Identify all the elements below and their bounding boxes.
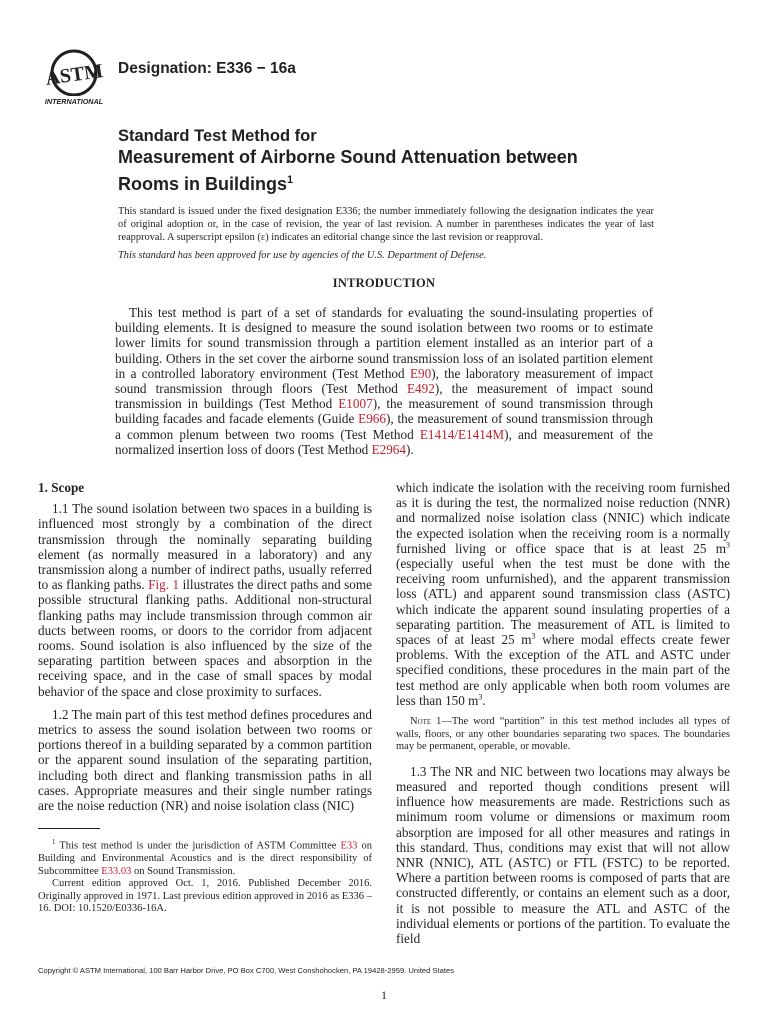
section-1-1-text: 1.1 The sound isolation between two spaces in a building is influenced most strongly by a combination of the direct transmission through the nominally separating building element (as normally measured in a laboratory) and any transmission along a number of indirect paths, usually referred to as flanking paths. (38, 501, 372, 593)
copyright-line: Copyright © ASTM International, 100 Barr Harbor Drive, PO Box C700, West Conshohocken, PA 19428-2959. United States (38, 966, 455, 975)
section-1-1-text: illustrates the direct paths and some possible structural flanking paths. Additional non-structural flanking paths may include transmission through common air ducts between rooms, or doors to the corridor from adjacent rooms. Sound isolation is also influenced by the size of the separating partition between spaces and absorption in the receiving space, and in the case of small spaces by modal behavior of the space and close proximity to surfaces. (38, 577, 373, 699)
link-fig-1[interactable]: Fig. 1 (148, 577, 180, 593)
footnote-text: on Sound Transmission. (131, 865, 236, 877)
continued-text: where modal effects create fewer problems. With the exception of the ATL and ASTC under specified conditions, these procedures in the main part of the test method are only applicable when both room volumes are less than 150 m (396, 632, 730, 708)
intro-text: ), the measurement of sound transmission through a common plenum between two rooms (Test Method (115, 411, 653, 442)
intro-text: This test method is part of a set of standards for evaluating the sound-insulating properties of building elements. It is designed to measure the sound isolation between two rooms or to estimate lower limits for sound transmission through a partition element installed as an interior part of a building. Others in the set cover the airborne sound transmission loss of an isolated partition element in a controlled laboratory environment (Test Method (115, 305, 653, 381)
link-e33[interactable]: E33 (340, 840, 358, 852)
link-e1007[interactable]: E1007 (338, 396, 373, 412)
intro-text: ), and measurement of the normalized insertion loss of doors (Test Method (115, 426, 653, 457)
introduction-body (115, 305, 653, 457)
footnote-1 (38, 836, 372, 878)
title-line-3-text: Rooms in Buildings (118, 174, 287, 194)
intro-text: ), the measurement of sound transmission through building facades and facade elements (Guide (115, 396, 653, 427)
title-footnote-ref[interactable]: 1 (287, 174, 294, 186)
link-e33-03[interactable]: E33.03 (101, 865, 132, 877)
introduction-heading: INTRODUCTION (332, 276, 436, 290)
note-1 (396, 716, 730, 754)
intro-text: ), the measurement of impact sound transmission in buildings (Test Method (115, 381, 654, 412)
continued-text: . (482, 692, 486, 708)
svg-text:ASTM: ASTM (44, 60, 105, 90)
footnote-divider (38, 828, 100, 829)
logo-subtext: INTERNATIONAL (44, 97, 104, 106)
section-1-2-continued (396, 480, 730, 708)
scope-heading: 1. Scope (38, 480, 85, 495)
footnote-marker: 1 (52, 838, 56, 846)
link-e492[interactable]: E492 (407, 381, 435, 397)
continued-text: which indicate the isolation with the receiving room furnished as it is during the test, the normalized noise reduction (NNR) and normalized noise isolation class (NNIC) which indicate the expected isolation when the receiving room is a normally furnished living or office space that is at least 25 m (396, 480, 730, 556)
section-1-2: 1.2 The main part of this test method defines procedures and metrics to assess the sound isolation between two rooms or portions thereof in a building separated by a common partition or the apparent sound insulation of the separating partition, including both direct and flanking transmission paths in all cases. Appropriate measures and their single number ratings are the noise reduction (NR) and noise isolation class (NIC) (38, 706, 372, 814)
link-e1414[interactable]: E1414/E1414M (419, 426, 505, 442)
standard-notice: This standard is issued under the fixed designation E336; the number immediately following the designation indicates the year of original adoption or, in the case of revision, the year of last revision. A number in parentheses indicates the year of last reapproval. A superscript epsilon (ε) indicates an editorial change since the last revision or reapproval. (118, 206, 654, 243)
page-number: 1 (381, 988, 387, 1002)
astm-international-logo (36, 48, 112, 108)
superscript: 3 (531, 631, 536, 641)
document-title (118, 126, 678, 196)
section-1-1 (38, 501, 372, 699)
footnote-edition: Current edition approved Oct. 1, 2016. Published December 2016. Originally approved in 1971. Last previous edition approved in 2016 as E336 – 16. DOI: 10.1520/E0336-16A. (38, 878, 372, 914)
superscript: 3 (478, 692, 483, 702)
link-e966[interactable]: E966 (358, 411, 386, 427)
dod-approval-note: This standard has been approved for use by agencies of the U.S. Department of Defense. (118, 250, 487, 261)
title-line-2: Measurement of Airborne Sound Attenuation between (118, 147, 578, 167)
superscript: 3 (726, 540, 730, 550)
intro-text: ). (406, 441, 414, 457)
note-text: —The word “partition” in this test method includes all types of walls, floors, or any other boundaries separating two spaces. The boundaries may be permanent, operable, or movable. (396, 716, 730, 753)
link-e90[interactable]: E90 (409, 365, 432, 381)
intro-text: ), the laboratory measurement of impact sound transmission through floors (Test Method (115, 365, 654, 397)
introduction-paragraph (115, 305, 653, 457)
section-1-3: 1.3 The NR and NIC between two locations may always be measured and reported though conditions present will influence how measurements are made. Restrictions such as minimum room volume or dimensions or maximum room absorption are imposed for all other measures and ratings in this standard. Thus, conditions may exist that will not allow NNR (NNIC), ATL (ASTC) or FTL (FSTC) to be reported. Where a partition between rooms is composed of parts that are constructed differently, or contains an element such as a door, it is not possible to measure the ATL and ASTC of the individual elements or portions of the partition. To evaluate the field (396, 763, 730, 947)
footnote-text: This test method is under the jurisdiction of ASTM Committee (55, 840, 341, 852)
title-line-3 (118, 169, 678, 196)
left-column (38, 480, 372, 821)
link-e2964[interactable]: E2964 (371, 441, 406, 457)
title-line-1: Standard Test Method for (118, 127, 317, 145)
footnotes (38, 836, 372, 916)
right-column (396, 480, 730, 954)
footnote-text: on Building and Environmental Acoustics and is the direct responsibility of Subcommittee (38, 840, 373, 877)
note-label: Note 1 (410, 716, 442, 728)
continued-text: (especially useful when the test must be done with the receiving room unfurnished), and the apparent transmission loss (ATL) and apparent sound transmission class (ASTC) which indicate the apparent sound insulating properties of a separating partition. The measurement of ATL is limited to spaces of at least 25 m (396, 556, 730, 648)
designation-label: Designation: E336 − 16a (118, 60, 296, 77)
